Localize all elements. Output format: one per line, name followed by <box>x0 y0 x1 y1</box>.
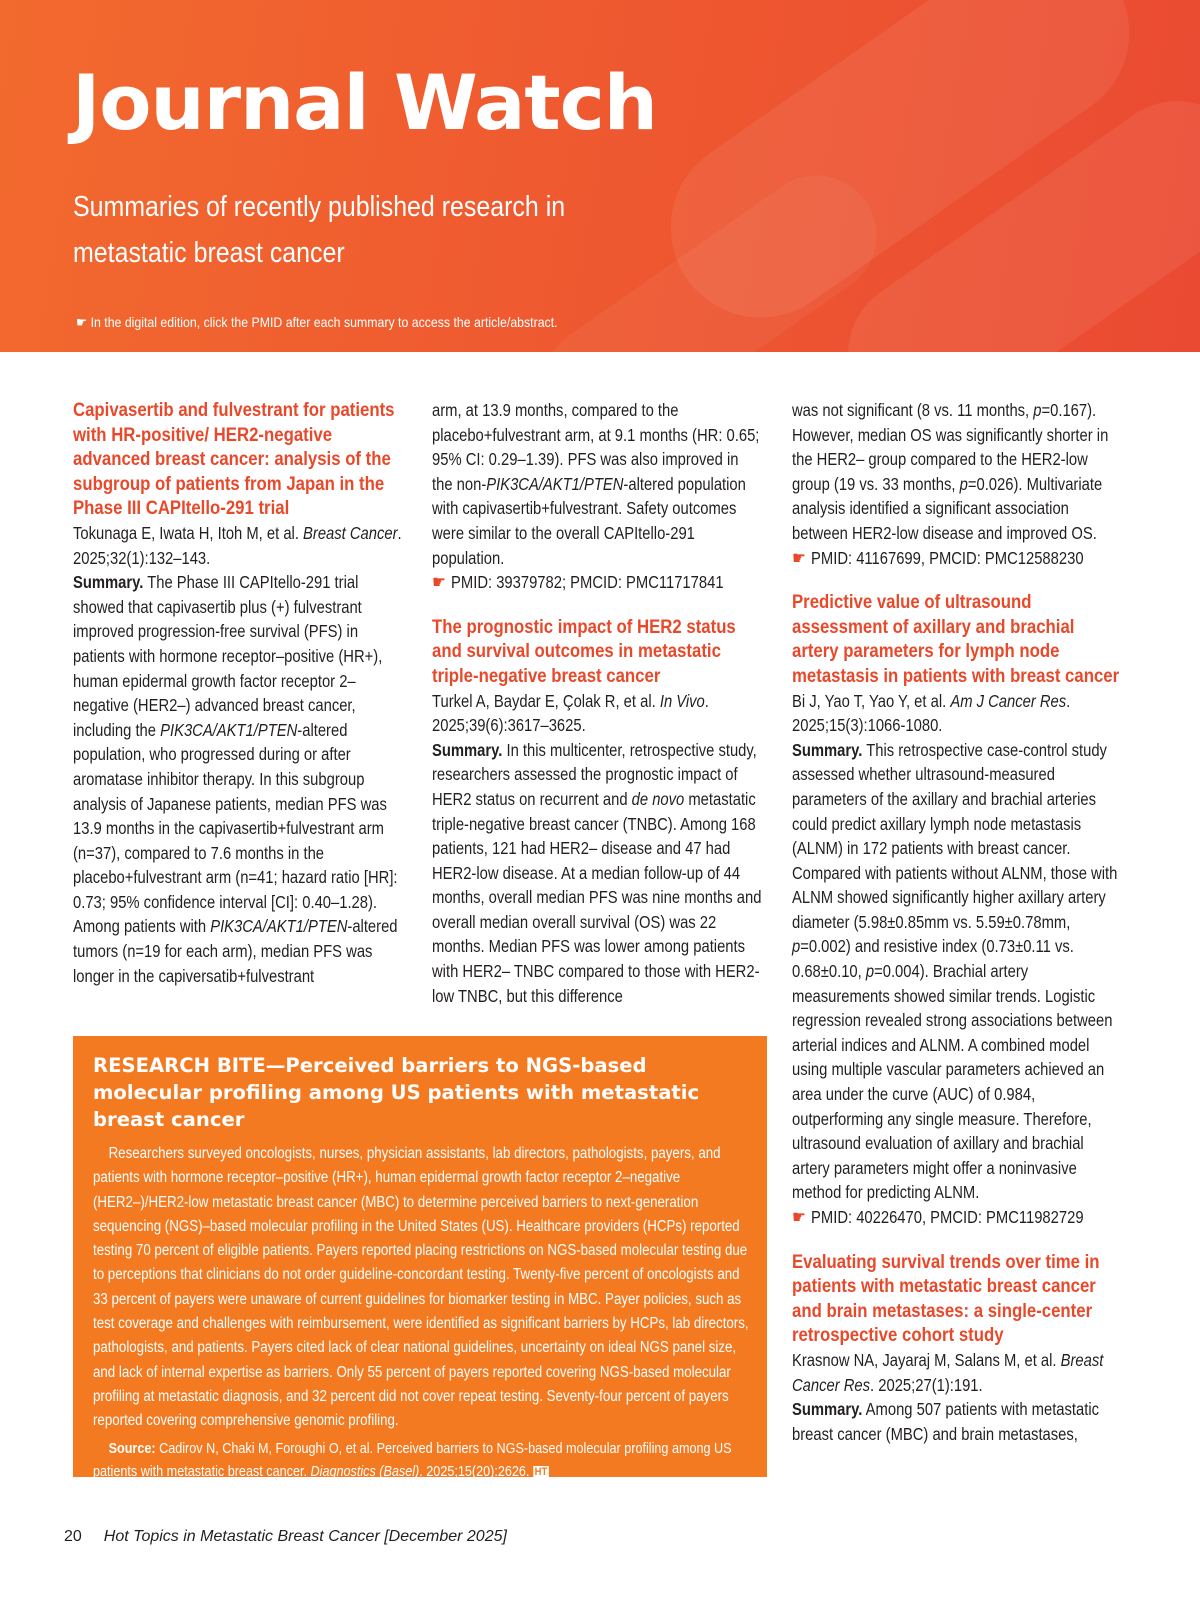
p-value-symbol: p <box>792 936 801 957</box>
publication-title: Hot Topics in Metastatic Breast Cancer [December 2025] <box>103 1528 507 1545</box>
page-title: Journal Watch <box>72 58 657 147</box>
article-journal: Breast Cancer <box>303 522 398 543</box>
summary-label: Summary. <box>792 739 863 760</box>
summary-text: =0.002) and resistive index (0.73±0.11 vs. 0.68±0.10, <box>792 936 1074 982</box>
gene-name: PIK3CA/AKT1/PTEN <box>210 916 348 937</box>
gene-name: PIK3CA/AKT1/PTEN <box>160 719 298 740</box>
summary-text: =0.167). However, median OS was significantly shorter in the HER2– group compared to the HER2-low group (19 vs. 33 months, <box>792 400 1109 494</box>
header-banner <box>0 0 1200 352</box>
summary-text: The Phase III CAPItello-291 trial showed that capivasertib plus (+) fulvestrant improved progression-free survival (PFS) in patients with hormone receptor–positive (HR+), human epidermal growth factor receptor 2–negative (HER2–) advanced breast cancer, including the <box>73 572 383 740</box>
article-citation <box>432 689 762 738</box>
article-citation-detail: . 2025;15(3):1066-1080. <box>792 690 1071 736</box>
page-footer <box>64 1528 507 1546</box>
article-summary-continued <box>432 398 762 570</box>
article-authors: Bi J, Yao T, Yao Y, et al. <box>792 690 951 711</box>
article-heading: Capivasertib and fulvestrant for patients with HR-positive/ HER2-negative advanced breast cancer: analysis of the subgroup of patients from Japan in the Phase III CAPItello-291 trial <box>73 399 395 520</box>
article-journal: Am J Cancer Res <box>950 690 1067 711</box>
summary-text: metastatic triple-negative breast cancer (TNBC). Among 168 patients, 121 had HER2– disease and 47 had HER2-low disease. At a median follow-up of 44 months, overall median PFS was nine months and overall median overall survival (OS) was 22 months. Median PFS was lower among patients with HER2– TNBC compared to those with HER2-low TNBC, but this difference <box>432 788 762 1006</box>
article-summary-continued <box>792 398 1122 546</box>
article-journal: Breast Cancer Res <box>792 1349 1104 1395</box>
article-citation-detail: . 2025;39(6):3617–3625. <box>432 690 709 736</box>
emphasis-text: de novo <box>631 788 685 809</box>
pointing-hand-icon: ☛ <box>432 572 446 593</box>
pmid-text[interactable]: PMID: 40226470, PMCID: PMC11982729 <box>811 1207 1084 1227</box>
article-heading: Evaluating survival trends over time in patients with metastatic breast cancer and brain metastases: a single-center retrospective cohort study <box>792 1250 1100 1347</box>
article-authors: Turkel A, Baydar E, Çolak R, et al. <box>432 690 660 711</box>
p-value-symbol: p <box>865 961 875 982</box>
research-bite-body: Researchers surveyed oncologists, nurses, physician assistants, lab directors, pathologists, payers, and patients with hormone receptor–positive (HR+), human epidermal growth factor receptor 2–negative (HER2–)/HER2-low metastatic breast cancer (MBC) to determine perceived barriers to next-generation sequencing (NGS)–based molecular profiling in the United States (US). Healthcare providers (HCPs) reported testing 70 percent of eligible patients. Payers reported placing restrictions on NGS-based molecular testing due to perceptions that clinicians do not order guideline-concordant testing. Twenty-five percent of oncologists and 33 percent of payers were unaware of current guidelines for biomarker testing in MBC. Payer policies, such as test coverage and challenges with reimbursement, were identified as significant barriers by HCPs, lab directors, pathologists, and patients. Payers cited lack of clear national guidelines, uncertainty on ideal NGS panel size, and lack of internal expertise as barriers. Only 55 percent of payers reported covering NGS-based molecular profiling at metastatic diagnosis, and 32 percent did not cover repeat testing. Seventy-four percent of payers reported covering comprehensive genomic profiling. <box>93 1145 749 1430</box>
summary-text: In this multicenter, retrospective study, researchers assessed the prognostic impact of HER2 status on recurrent and <box>432 739 757 809</box>
summary-text: =0.026). Multivariate analysis identified a significant association between HER2-low disease and improved OS. <box>792 473 1103 543</box>
column-1 <box>73 398 403 988</box>
pointing-hand-icon: ☛ <box>792 547 806 568</box>
column-3 <box>792 398 1122 1446</box>
pmid-link[interactable] <box>792 546 1122 571</box>
summary-text: =0.004). Brachial artery measurements showed similar trends. Logistic regression revealed strong associations between arterial indices and ALNM. A combined model using multiple vascular parameters achieved an area under the curve (AUC) of 0.984, outperforming any single measure. Therefore, ultrasound evaluation of axillary and brachial artery parameters might offer a noninvasive method for predicting ALNM. <box>792 961 1113 1203</box>
article-summary <box>73 570 403 988</box>
ht-badge-icon: HT <box>534 1465 548 1478</box>
summary-label: Summary. <box>792 1399 863 1420</box>
article-citation-detail: . 2025;27(1):191. <box>870 1374 983 1395</box>
pmid-text[interactable]: PMID: 41167699, PMCID: PMC12588230 <box>811 547 1084 568</box>
pmid-link[interactable] <box>792 1205 1122 1230</box>
summary-text: This retrospective case-control study assessed whether ultrasound-measured parameters of the axillary and brachial arteries could predict axillary lymph node metastasis (ALNM) in 172 patients with breast cancer. Compared with patients without ALNM, those with ALNM showed significantly higher axillary artery diameter (5.98±0.85mm vs. 5.59±0.78mm, <box>792 739 1118 932</box>
note-text: In the digital edition, click the PMID after each summary to access the article/abstract. <box>90 314 558 330</box>
research-bite-title: RESEARCH BITE—Perceived barriers to NGS-based molecular profiling among US patients with metastatic breast cancer <box>93 1054 700 1131</box>
pointing-hand-icon: ☛ <box>76 314 88 330</box>
summary-label: Summary. <box>73 572 144 593</box>
article-citation-detail: . 2025;32(1):132–143. <box>73 522 402 568</box>
article-journal: In Vivo <box>659 690 705 711</box>
research-bite-source <box>93 1438 750 1484</box>
p-value-symbol: p <box>1033 400 1042 420</box>
article-authors: Tokunaga E, Iwata H, Itoh M, et al. <box>73 522 304 543</box>
pmid-text[interactable]: PMID: 39379782; PMCID: PMC11717841 <box>451 572 724 593</box>
article-summary <box>792 1397 1122 1446</box>
summary-text: -altered tumors (n=19 for each arm), median PFS was longer in the capiversatib+fulvestrant <box>73 916 398 986</box>
summary-text: arm, at 13.9 months, compared to the placebo+fulvestrant arm, at 9.1 months (HR: 0.65; 95% CI: 0.29–1.39). PFS was also improved in the non- <box>432 400 760 494</box>
article-summary <box>792 738 1122 1205</box>
gene-name: PIK3CA/AKT1/PTEN <box>486 473 624 494</box>
digital-edition-note <box>76 314 558 331</box>
pointing-hand-icon: ☛ <box>792 1207 806 1227</box>
pmid-link[interactable] <box>432 570 762 595</box>
article-heading: The prognostic impact of HER2 status and survival outcomes in metastatic triple-negative breast cancer <box>432 615 736 687</box>
column-2 <box>432 398 762 1008</box>
p-value-symbol: p <box>959 473 968 494</box>
article-authors: Krasnow NA, Jayaraj M, Salans M, et al. <box>792 1349 1061 1370</box>
source-citation: . 2025;15(20):2626. <box>419 1463 530 1480</box>
source-journal: Diagnostics (Basel) <box>310 1463 420 1480</box>
summary-text: Among 507 patients with metastatic breast cancer (MBC) and brain metastases, <box>792 1399 1100 1444</box>
source-text: Cadirov N, Chaki M, Foroughi O, et al. Perceived barriers to NGS-based molecular profiling among US patients with metastatic breast cancer. <box>93 1440 732 1480</box>
research-bite-box <box>73 1036 767 1480</box>
summary-text: was not significant (8 vs. 11 months, <box>792 400 1034 420</box>
summary-label: Summary. <box>432 739 503 760</box>
summary-text: -altered population with capivasertib+fulvestrant. Safety outcomes were similar to the overall CAPItello-291 population. <box>432 473 746 568</box>
page-subtitle: Summaries of recently published research in metastatic breast cancer <box>73 191 566 269</box>
article-summary <box>432 738 762 1009</box>
article-citation <box>792 1348 1122 1397</box>
article-heading: Predictive value of ultrasound assessment of axillary and brachial artery parameters for lymph node metastasis in patients with breast cancer <box>792 591 1120 687</box>
article-citation <box>792 689 1122 738</box>
article-citation <box>73 521 403 570</box>
page-number: 20 <box>64 1528 82 1545</box>
source-label: Source: <box>108 1440 156 1457</box>
summary-text: -altered population, who progressed during or after aromatase inhibitor therapy. In this subgroup analysis of Japanese patients, median PFS was 13.9 months in the capivasertib+fulvestrant arm (n=37), compared to 7.6 months in the placebo+fulvestrant arm (n=41; hazard ratio [HR]: 0.73; 95% confidence interval [CI]: 0.40–1.28). Among patients with <box>73 719 398 937</box>
